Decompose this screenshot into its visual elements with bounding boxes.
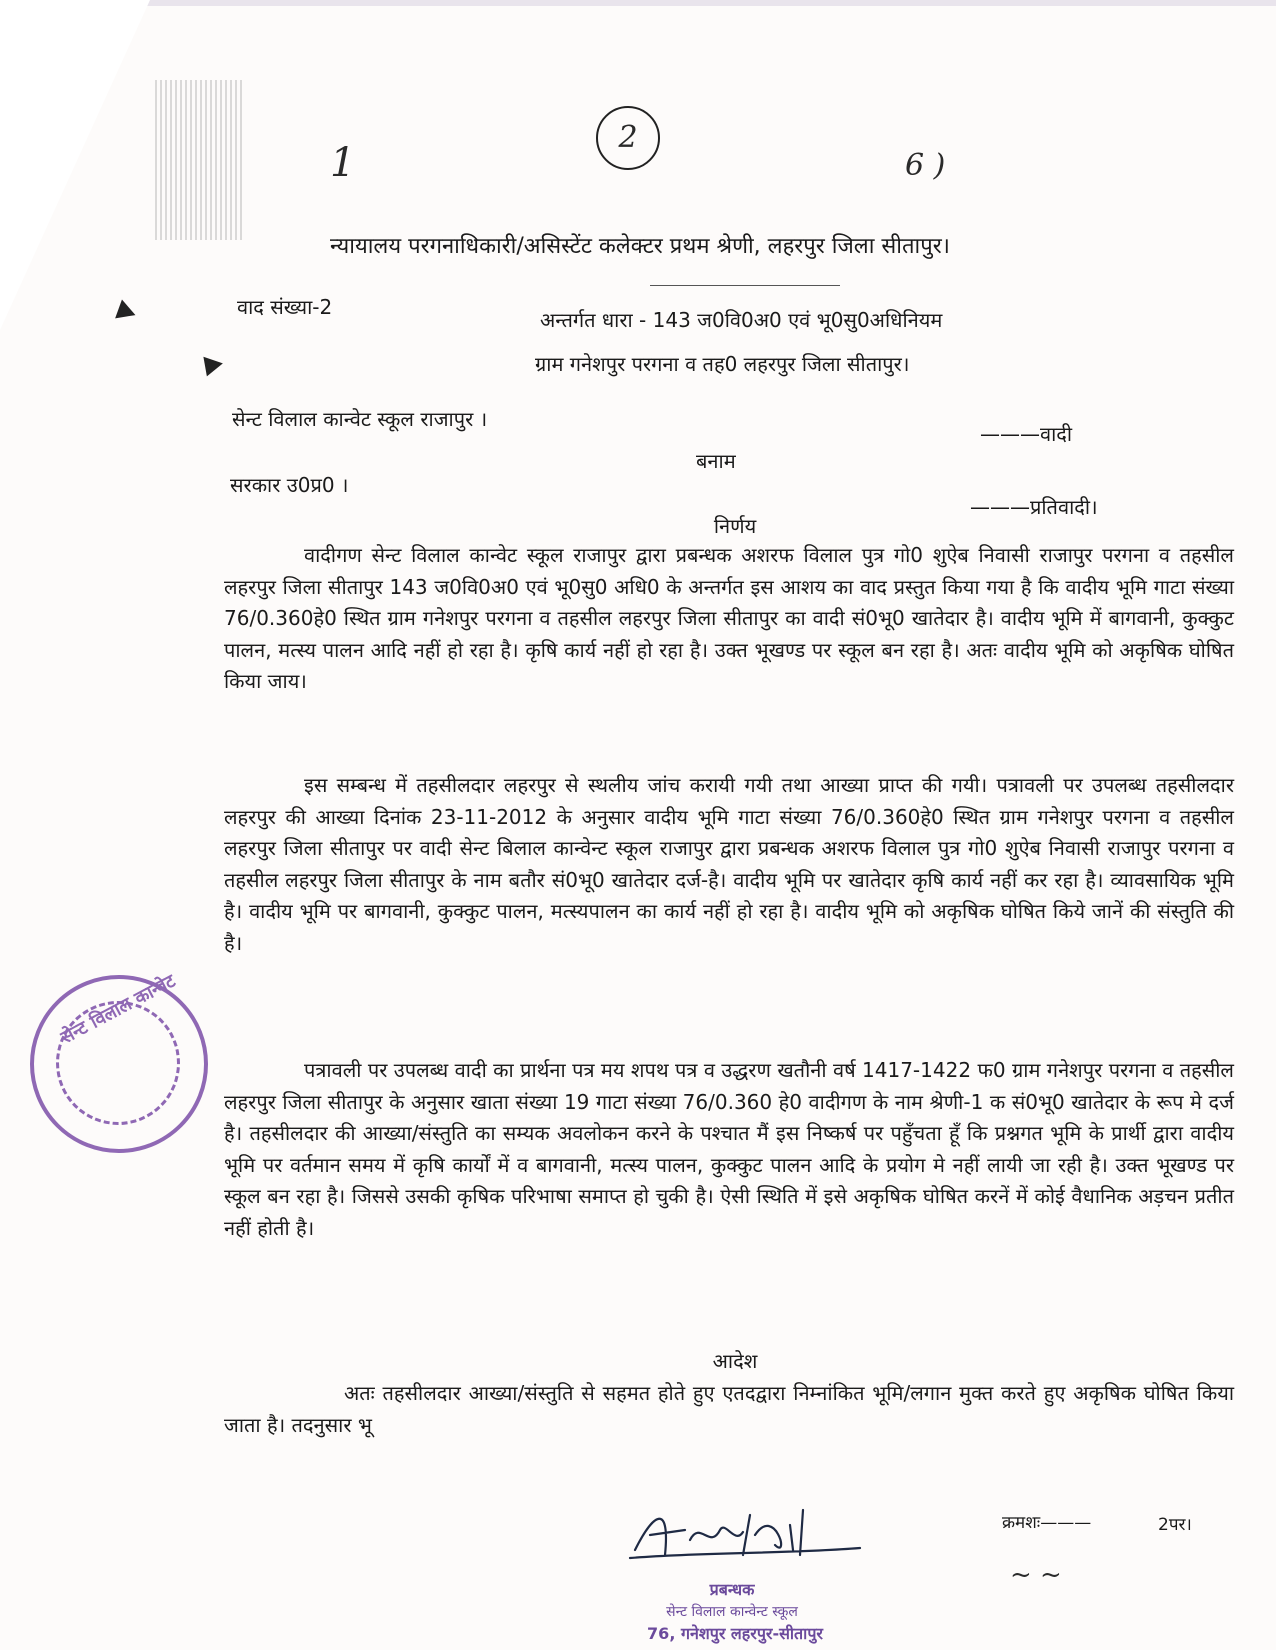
round-seal xyxy=(30,970,208,1153)
judgment-paragraph-3: पत्रावली पर उपलब्ध वादी का प्रार्थना पत्र मय शपथ पत्र व उद्धरण खतौनी वर्ष 1417-1422 फ0 ग्राम गनेशपुर परगना व तहसील लहरपुर जिला सीतापुर के अनुसार खाता संख्या 19 गाटा संख्या 76/0.360 हे0 वादीगण के नाम श्रेणी-1 क सं0भू0 खातेदार के रूप मे दर्ज है। तहसीलदार की आख्या/संस्तुति का सम्यक अवलोकन करने के पश्चात मैं इस निष्कर्ष पर पहुँचता हूँ कि प्रश्नगत भूमि के प्रार्थी द्वारा वादीय भूमि पर वर्तमान समय में कृषि कार्यों में व बागवानी, मत्स्य पालन, कुक्कुट पालन आदि के प्रयोग मे नहीं लायी जा रही है। उक्त भूखण्ड पर स्कूल बन रहा है। जिससे उसकी कृषिक परिभाषा समाप्त हो चुकी है। ऐसी स्थिति में इसे अकृषिक घोषित करनें में कोई वैधानिक अड़चन प्रतीत नहीं होती है। xyxy=(224,1058,1234,1240)
school-stamp-address: 76, गनेशपुर लहरपुर-सीतापुर xyxy=(647,1624,823,1643)
order-paragraph: अतः तहसीलदार आख्या/संस्तुति से सहमत होते हुए एतदद्वारा निम्नांकित भूमि/लगान मुक्त करते हुए अकृषिक घोषित किया जाता है। तदनुसार भू xyxy=(224,1381,1234,1437)
section-line-1: अन्तर्गत धारा - 143 ज0वि0अ0 एवं भू0सु0अधिनियम xyxy=(540,308,943,332)
section-line-2: ग्राम गनेशपुर परगना व तह0 लहरपुर जिला सीतापुर। xyxy=(535,352,910,376)
margin-mark-right: 6 ) xyxy=(905,148,946,183)
case-number: वाद संख्या-2 xyxy=(237,295,333,319)
defendant-name: सरकार उ0प्र0 । xyxy=(230,473,349,497)
title-underline xyxy=(650,285,840,286)
continued-label: क्रमशः——— xyxy=(1002,1513,1092,1533)
plaintiff-name: सेन्ट विलाल कान्वेट स्कूल राजापुर । xyxy=(232,407,488,431)
plaintiff-role: ———वादी xyxy=(980,422,1073,446)
court-title: न्यायालय परगनाधिकारी/असिस्टेंट कलेक्टर प्रथम श्रेणी, लहरपुर जिला सीतापुर। xyxy=(330,234,951,259)
school-stamp-name: सेन्ट विलाल कान्वेन्ट स्कूल xyxy=(666,1604,798,1620)
versus-label: बनाम xyxy=(696,449,736,473)
judgment-paragraph-2: इस सम्बन्ध में तहसीलदार लहरपुर से स्थलीय जांच करायी गयी तथा आख्या प्राप्त की गयी। पत्रावली पर उपलब्ध तहसीलदार लहरपुर की आख्या दिनांक 23-11-2012 के अनुसार वादीय भूमि गाटा संख्या 76/0.360हे0 स्थित ग्राम गनेशपुर परगना व तहसील लहरपुर जिला सीतापुर पर वादी सेन्ट बिलाल कान्वेन्ट स्कूल राजापुर द्वारा प्रबन्धक अशरफ विलाल पुत्र गो0 शुऐब निवासी राजापुर परगना व तहसील लहरपुर जिला सीतापुर के नाम बतौर सं0भू0 खातेदार दर्ज-है। वादीय भूमि पर खातेदार कृषि कार्य नहीं कर रहा है। व्यावसायिक भूमि है। वादीय भूमि पर बागवानी, कुक्कुट पालन, मत्स्यपालन का कार्य नहीं हो रहा है। वादीय भूमि को अकृषिक घोषित किये जानें की संस्तुति की है। xyxy=(224,773,1234,955)
judgment-heading: निर्णय xyxy=(713,514,757,538)
seal-text: सेन्ट विलाल कान्वेट xyxy=(57,970,179,1049)
judgment-paragraph-1: वादीगण सेन्ट विलाल कान्वेट स्कूल राजापुर द्वारा प्रबन्धक अशरफ विलाल पुत्र गो0 शुऐब निवासी राजापुर परगना व तहसील लहरपुर जिला सीतापुर 143 ज0वि0अ0 एवं भू0सु0 अधि0 के अन्तर्गत इस आशय का वाद प्रस्तुत किया गया है कि वादीय भूमि गाटा संख्या 76/0.360हे0 स्थित ग्राम गनेशपुर परगना व तहसील लहरपुर जिला सीतापुर का वादी सं0भू0 खातेदार है। वादीय भूमि में बागवानी, कुक्कुट पालन, मत्स्य पालन आदि नहीं हो रहा है। कृषि कार्य नहीं हो रहा है। उक्त भूखण्ड पर स्कूल बन रहा है। अतः वादीय भूमि को अकृषिक घोषित किया जाय। xyxy=(224,543,1234,693)
punch-arrow-icon xyxy=(203,354,224,377)
page-number-circle: 2 xyxy=(596,106,660,170)
next-page-label: 2पर। xyxy=(1158,1515,1192,1535)
page-folded-corner xyxy=(0,0,150,330)
manager-stamp: प्रबन्धक xyxy=(709,1580,755,1599)
margin-mark-left: 1 xyxy=(330,140,356,186)
signature-image xyxy=(625,1500,865,1570)
page-fold-shadow xyxy=(40,0,1276,6)
defendant-role: ———प्रतिवादी। xyxy=(970,495,1098,519)
initial-mark: ~ ~ xyxy=(1010,1560,1062,1590)
scan-streak xyxy=(155,80,245,240)
order-heading: आदेश xyxy=(712,1349,758,1373)
